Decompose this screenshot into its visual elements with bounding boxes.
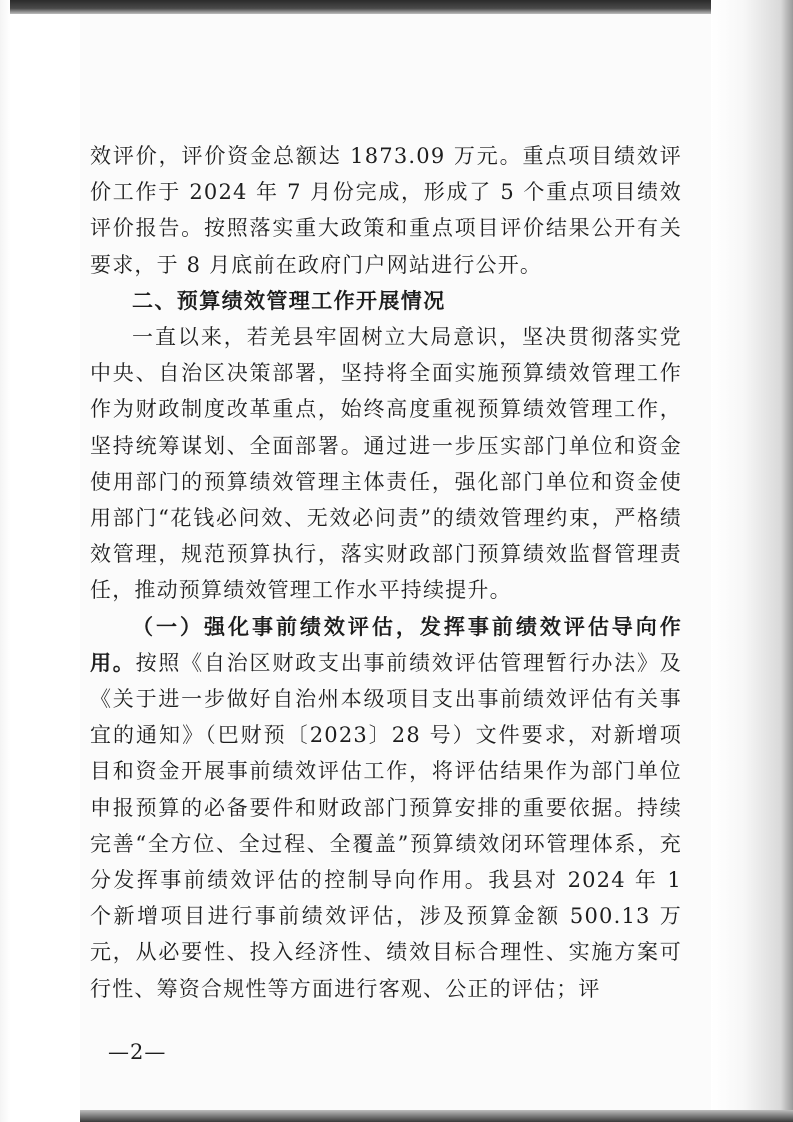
scan-edge-right <box>711 0 793 1122</box>
section-heading: 二、预算绩效管理工作开展情况 <box>132 288 446 313</box>
paragraph-section-intro: 一直以来，若羌县牢固树立大局意识，坚决贯彻落实党中央、自治区决策部署，坚持将全面实施预算绩效管理工作作为财政制度改革重点，始终高度重视预算绩效管理工作，坚持统筹谋划、全面部署。通过进一步压实部门单位和资金使用部门的预算绩效管理主体责任，强化部门单位和资金使用部门“花钱必问效、无效必问责”的绩效管理约束，严格绩效管理，规范预算执行，落实财政部门预算绩效监督管理责任，推动预算绩效管理工作水平持续提升。 <box>90 325 682 603</box>
scan-edge-bottom <box>80 1110 793 1122</box>
paragraph-continuation: 效评价，评价资金总额达 1873.09 万元。重点项目绩效评价工作于 2024 年 7 月份完成，形成了 5 个重点项目绩效评价报告。按照落实重大政策和重点项目评价结果公开有关要求，于 8 月底前在政府门户网站进行公开。 <box>90 144 682 277</box>
scan-edge-top <box>0 0 793 14</box>
subsection-body: 按照《自治区财政支出事前绩效评估管理暂行办法》及《关于进一步做好自治州本级项目支出事前绩效评估有关事宜的通知》（巴财预〔2023〕28 号）文件要求，对新增项目和资金开展事前绩效评估工作，将评估结果作为部门单位申报预算的必备要件和财政部门预算安排的重要依据。持续完善“全方位、全过程、全覆盖”预算绩效闭环管理体系，充分发挥事前绩效评估的控制导向作用。我县对 2024 年 1 个新增项目进行事前绩效评估，涉及预算金额 500.13 万元，从必要性、投入经济性、绩效目标合理性、实施方案可行性、筹资合规性等方面进行客观、公正的评估；评 <box>90 650 682 1001</box>
subsection-heading: （一）强化事前绩效评估，发挥事前绩效评估导向作用。 <box>90 614 682 675</box>
page-number: —2— <box>108 1040 167 1064</box>
paragraph-subsection <box>90 609 682 1007</box>
document-body <box>90 138 682 1007</box>
scan-edge-left <box>0 0 10 1122</box>
